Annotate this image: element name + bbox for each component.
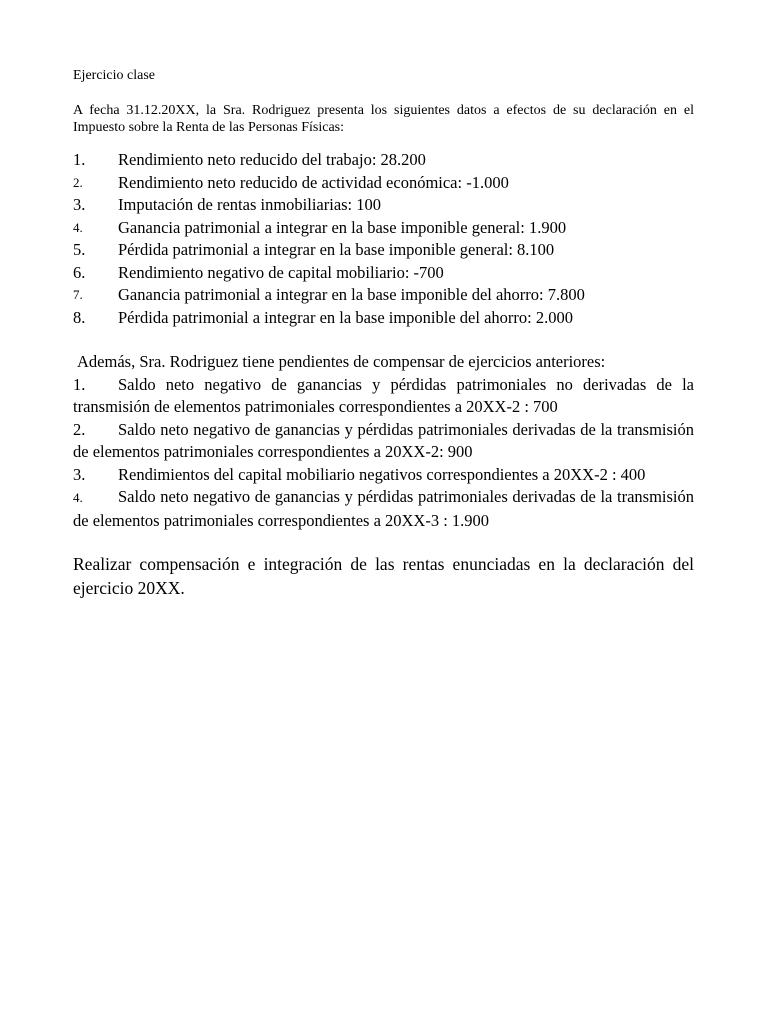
data-list <box>73 149 694 329</box>
item-number: 7. <box>73 287 83 302</box>
item-number: 2. <box>73 174 83 190</box>
item-text: Saldo neto negativo de ganancias y pérdidas patrimoniales no derivadas de la transmisión de elementos patrimoniales correspondientes a 20XX-2 : 700 <box>73 374 694 416</box>
item-text: Rendimiento negativo de capital mobiliario: -700 <box>118 262 444 282</box>
intro-paragraph: A fecha 31.12.20XX, la Sra. Rodriguez presenta los siguientes datos a efectos de su declaración en el Impuesto sobre la Renta de las Personas Físicas: <box>73 103 694 135</box>
item-text: Imputación de rentas inmobiliarias: 100 <box>118 195 382 214</box>
item-number: 1. <box>73 374 86 394</box>
item-number: 3. <box>73 464 86 484</box>
item-text: Saldo neto negativo de ganancias y pérdidas patrimoniales derivadas de la transmisión de elementos patrimoniales correspondientes a 20XX-3 : 1.900 <box>73 487 694 530</box>
item-text: Pérdida patrimonial a integrar en la base imponible general: 8.100 <box>118 240 555 259</box>
item-number: 6. <box>73 262 86 282</box>
pending-list <box>73 374 694 533</box>
pending-list-item <box>73 464 694 487</box>
item-text: Saldo neto negativo de ganancias y pérdidas patrimoniales derivadas de la transmisión de elementos patrimoniales correspondientes a 20XX-2: 900 <box>73 419 694 461</box>
pending-list-item <box>73 486 694 532</box>
data-list-item <box>73 172 694 195</box>
item-text: Rendimientos del capital mobiliario negativos correspondientes a 20XX-2 : 400 <box>118 464 646 484</box>
item-number: 2. <box>73 419 86 439</box>
item-number: 3. <box>73 195 86 214</box>
item-text: Pérdida patrimonial a integrar en la base imponible del ahorro: 2.000 <box>118 307 573 327</box>
data-list-item <box>73 149 694 172</box>
item-text: Rendimiento neto reducido de actividad económica: -1.000 <box>118 172 509 192</box>
closing-paragraph: Realizar compensación e integración de las rentas enunciadas en la declaración del ejercicio 20XX. <box>73 554 694 598</box>
pending-intro: Además, Sra. Rodriguez tiene pendientes de compensar de ejercicios anteriores: <box>77 352 606 371</box>
item-number: 4. <box>73 219 83 235</box>
item-text: Rendimiento neto reducido del trabajo: 28.200 <box>118 150 426 169</box>
data-list-item <box>73 284 694 307</box>
data-list-item <box>73 194 694 217</box>
item-text: Ganancia patrimonial a integrar en la base imponible del ahorro: 7.800 <box>118 285 585 304</box>
data-list-item <box>73 307 694 330</box>
pending-list-item <box>73 374 694 419</box>
document-page <box>73 66 694 600</box>
data-list-item <box>73 217 694 240</box>
item-text: Ganancia patrimonial a integrar en la base imponible general: 1.900 <box>118 217 567 237</box>
item-number: 5. <box>73 240 86 259</box>
item-number: 4. <box>73 490 83 505</box>
item-number: 1. <box>73 150 86 169</box>
data-list-item <box>73 239 694 262</box>
pending-list-item <box>73 419 694 464</box>
data-list-item <box>73 262 694 285</box>
document-heading: Ejercicio clase <box>73 68 156 83</box>
item-number: 8. <box>73 307 86 327</box>
